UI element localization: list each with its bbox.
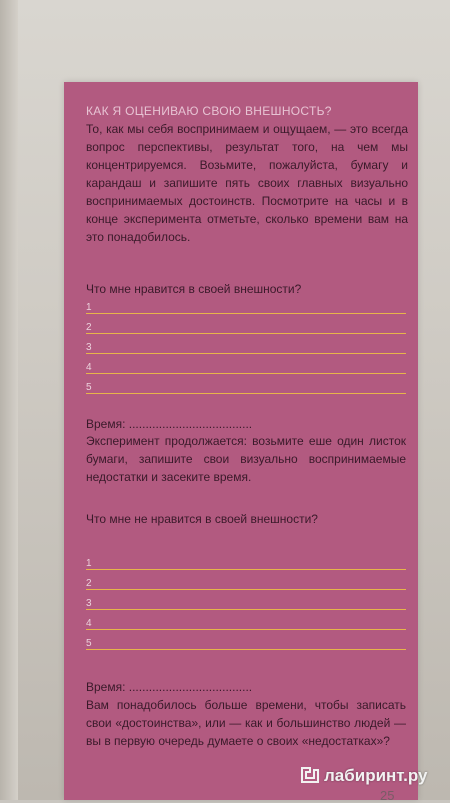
dislikes-line-5 [86, 630, 406, 650]
line-number: 2 [86, 578, 92, 589]
closing-paragraph: Вам понадобилось больше времени, чтобы записать свои «достоинства», или — как и большинство людей — вы в первую очередь думаете о своих «недостатках»? [86, 698, 406, 748]
dislikes-line-3 [86, 590, 406, 610]
line-number: 3 [86, 342, 92, 353]
likes-list [86, 294, 406, 394]
line-number: 4 [86, 362, 92, 373]
likes-line-5 [86, 374, 406, 394]
dislikes-line-4 [86, 610, 406, 630]
likes-line-1 [86, 294, 406, 314]
time-field-1: Время: ..................................... [86, 417, 253, 431]
line-number: 1 [86, 302, 92, 313]
exercise-card [64, 82, 418, 800]
line-number: 4 [86, 618, 92, 629]
book-spine [0, 0, 18, 800]
likes-line-2 [86, 314, 406, 334]
page-number: 25 [380, 788, 395, 803]
likes-line-4 [86, 354, 406, 374]
line-number: 5 [86, 638, 92, 649]
line-number: 2 [86, 322, 92, 333]
dislikes-line-2 [86, 570, 406, 590]
time-field-2: Время: ..................................... [86, 680, 253, 694]
dislikes-line-1 [86, 550, 406, 570]
labirint-logo-icon [300, 766, 320, 784]
labirint-watermark [300, 766, 427, 786]
dislikes-list [86, 550, 406, 650]
continue-paragraph: Эксперимент продолжается: возьмите еше один листок бумаги, запишите свои визуально воспринимаемые недостатки и засеките время. [86, 434, 406, 484]
likes-line-3 [86, 334, 406, 354]
line-number: 5 [86, 382, 92, 393]
watermark-text: лабиринт.ру [324, 766, 428, 785]
line-number: 3 [86, 598, 92, 609]
exercise-heading: КАК Я ОЦЕНИВАЮ СВОЮ ВНЕШНОСТЬ? [86, 104, 332, 118]
line-number: 1 [86, 558, 92, 569]
likes-question: Что мне нравится в своей внешности? [86, 282, 302, 296]
dislikes-question: Что мне не нравится в своей внешности? [86, 512, 318, 526]
intro-paragraph: То, как мы себя воспринимаем и ощущаем, — это всегда вопрос перспективы, результат того, на чем мы концентрируемся. Возьмите, пожалуйста, бумагу и карандаш и запишите пять своих главных визуально воспринимаемых достоинств. Посмотрите на часы и в конце эксперимента отметьте, сколько времени вам на это понадобилось. [86, 122, 408, 244]
